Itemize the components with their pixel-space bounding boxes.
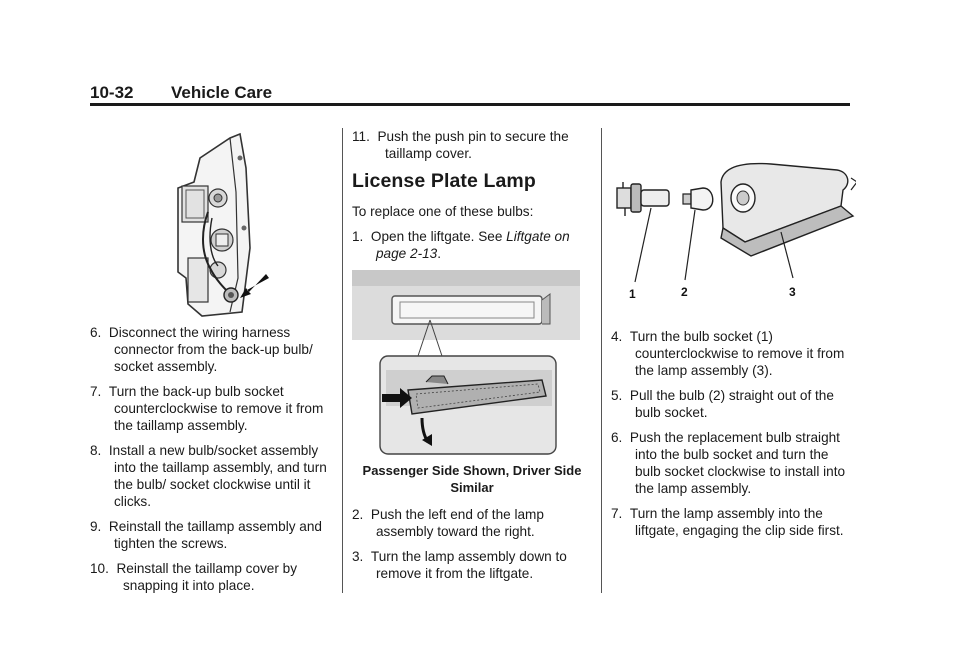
liftgate-reference-link[interactable]: Liftgate on page 2-13 xyxy=(376,229,570,261)
step-11: 11. Push the push pin to secure the taillamp cover. xyxy=(352,129,569,161)
step-9: 9. Reinstall the taillamp assembly and tighten the screws. xyxy=(90,519,322,551)
step-7b: 7. Turn the lamp assembly into the liftgate, engaging the clip side first. xyxy=(611,506,844,538)
step-3: 3. Turn the lamp assembly down to remove it from the liftgate. xyxy=(352,549,567,581)
section-title: Vehicle Care xyxy=(171,83,273,102)
step-6b: 6. Push the replacement bulb straight into the bulb socket and turn the bulb socket clockwise to install into the lamp assembly. xyxy=(611,430,846,496)
column-1 xyxy=(90,128,335,602)
figure-caption: Passenger Side Shown, Driver Side Similar xyxy=(362,463,582,495)
column-divider-2 xyxy=(601,128,602,593)
license-lamp-exploded-illustration xyxy=(611,138,856,314)
header-rule xyxy=(90,103,850,106)
step-10: 10. Reinstall the taillamp cover by snapping it into place. xyxy=(90,561,298,593)
step-2: 2. Push the left end of the lamp assembly toward the right. xyxy=(352,507,544,539)
liftgate-illustration xyxy=(352,270,580,456)
callout-1: 1 xyxy=(629,287,636,301)
step-1-text: 1. Open the liftgate. See xyxy=(352,229,507,244)
column-3 xyxy=(611,128,856,547)
column-divider-1 xyxy=(342,128,343,593)
column-2 xyxy=(352,128,592,590)
step-1 xyxy=(352,228,592,262)
intro-text: To replace one of these bulbs: xyxy=(352,204,534,219)
step-5: 5. Pull the bulb (2) straight out of the bulb socket. xyxy=(611,388,834,420)
taillamp-illustration xyxy=(90,128,335,324)
page-number: 10-32 xyxy=(90,83,134,102)
step-4: 4. Turn the bulb socket (1) counterclockwise to remove it from the lamp assembly (3). xyxy=(611,329,845,378)
callout-2: 2 xyxy=(681,285,688,299)
step-8: 8. Install a new bulb/socket assembly into the taillamp assembly, and turn the bulb/ socket clockwise until it clicks. xyxy=(90,443,327,509)
step-1-suffix: . xyxy=(437,246,442,261)
callout-3: 3 xyxy=(789,285,796,299)
step-7: 7. Turn the back-up bulb socket counterclockwise to remove it from the taillamp assembly. xyxy=(90,384,324,433)
step-6: 6. Disconnect the wiring harness connector from the back-up bulb/ socket assembly. xyxy=(90,325,313,374)
section-heading: License Plate Lamp xyxy=(352,170,536,192)
